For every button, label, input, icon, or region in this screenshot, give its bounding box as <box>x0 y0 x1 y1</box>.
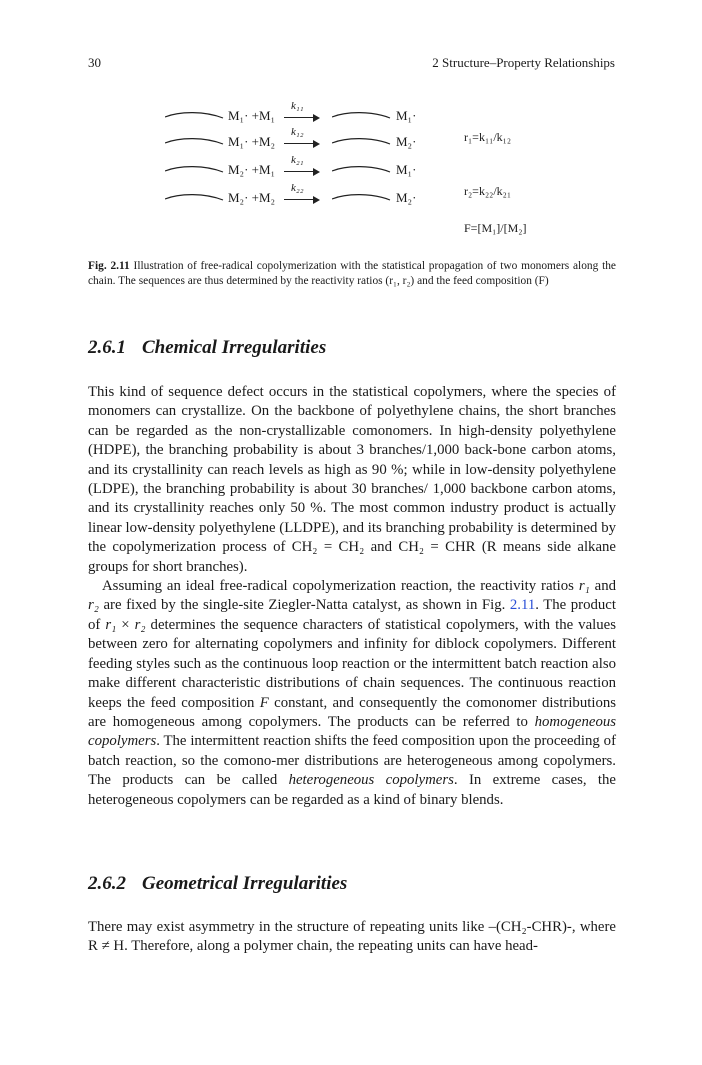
reaction-left: M₂· +M₁ <box>228 162 276 177</box>
body-text <box>88 918 616 957</box>
reaction-arrow <box>284 143 318 144</box>
paragraph: Assuming an ideal free-radical copolymerization reaction, the reactivity ratios r₁ and r₂ are fixed by the single-site Ziegler-Natta catalyst, as shown in Fig. 2.11. The product of r₁ × r₂ determines the sequence characters of statistical copolymers, with the values between zero for alternating copolymers and infinity for diblock copolymers. Different feeding styles such as the continuous loop reaction or the intermittent batch reaction also make different characteristic distributions of chain sequences. The continuous reaction keeps the feed composition F constant, and consequently the comonomer distributions are homogeneous among copolymers. The products can be referred to homogeneous copolymers. The intermittent reaction shifts the feed composition upon the proceeding of batch reaction, so the comono-mer distributions are heterogeneous among copolymers. The products can be called heterogeneous copolymers. In extreme cases, the heterogeneous copolymers can be regarded as a kind of binary blends. <box>88 578 617 808</box>
section-title: Chemical Irregularities <box>142 337 327 358</box>
section-heading <box>88 873 347 895</box>
reaction-right: M₁· <box>396 108 417 123</box>
copolymerization-figure <box>160 100 560 240</box>
chain-wavy-line <box>165 165 225 175</box>
page-number: 30 <box>88 55 101 70</box>
reaction-arrow <box>284 117 318 118</box>
chain-wavy-line <box>332 137 392 147</box>
rate-constant: k₂₂ <box>291 182 304 194</box>
rate-constant: k₁₁ <box>291 100 304 112</box>
reaction-right: M₁· <box>396 162 417 177</box>
figure-caption <box>88 259 616 289</box>
section-number: 2.6.1 <box>88 337 126 358</box>
chain-wavy-line <box>332 165 392 175</box>
section-title: Geometrical Irregularities <box>142 873 348 894</box>
body-text <box>88 383 616 810</box>
chain-wavy-line <box>165 111 225 121</box>
chain-wavy-line <box>165 137 225 147</box>
reaction-arrow <box>284 199 318 200</box>
paragraph: This kind of sequence defect occurs in the statistical copolymers, where the species of monomers can crystallize. On the backbone of polyethylene chains, the short branches can be regarded as the non-crystallizable comonomers. In high-density polyethylene (HDPE), the branching probability is about 3 branches/1,000 back-bone carbon atoms, and its crystallinity can reach levels as high as 90 %; while in low-density polyethylene (LDPE), the branching probability is about 30 branches/ 1,000 backbone carbon atoms, and its crystallinity reaches only 50 %. The most common industry product is actually linear low-density polyethylene (LLDPE), and its branching probability is determined by the copolymerization process of CH₂ = CH₂ and CH₂ = CHR (R means side alkane groups for short branches). <box>88 384 616 575</box>
running-title: 2 Structure–Property Relationships <box>432 55 615 70</box>
rate-constant: k₂₁ <box>291 154 304 166</box>
caption-text: Illustration of free-radical copolymerization with the statistical propagation of two monomers along the chain. The sequences are thus determined by the reactivity ratios (r₁, r₂) and the feed composition (F) <box>88 260 616 287</box>
caption-label: Fig. 2.11 <box>88 260 130 272</box>
rate-constant: k₁₂ <box>291 126 304 138</box>
chain-wavy-line <box>332 193 392 203</box>
reaction-left: M₂· +M₂ <box>228 190 276 205</box>
chain-wavy-line <box>332 111 392 121</box>
chain-wavy-line <box>165 193 225 203</box>
reaction-right: M₂· <box>396 134 417 149</box>
paragraph: There may exist asymmetry in the structure of repeating units like –(CH₂-CHR)-, where R ≠ H. Therefore, along a polymer chain, the repeating units can have head- <box>88 919 616 955</box>
reaction-arrow <box>284 171 318 172</box>
reaction-left: M₁· +M₁ <box>228 108 276 123</box>
reaction-right: M₂· <box>396 190 417 205</box>
feed-composition: F=[M₁]/[M₂] <box>464 221 527 235</box>
reaction-left: M₁· +M₂ <box>228 134 276 149</box>
section-heading <box>88 337 326 359</box>
ratio-r1: r₁=k₁₁/k₁₂ <box>464 130 512 144</box>
section-number: 2.6.2 <box>88 873 126 894</box>
ratio-r2: r₂=k₂₂/k₂₁ <box>464 184 512 198</box>
figure-reference-link[interactable]: 2.11 <box>509 597 536 614</box>
